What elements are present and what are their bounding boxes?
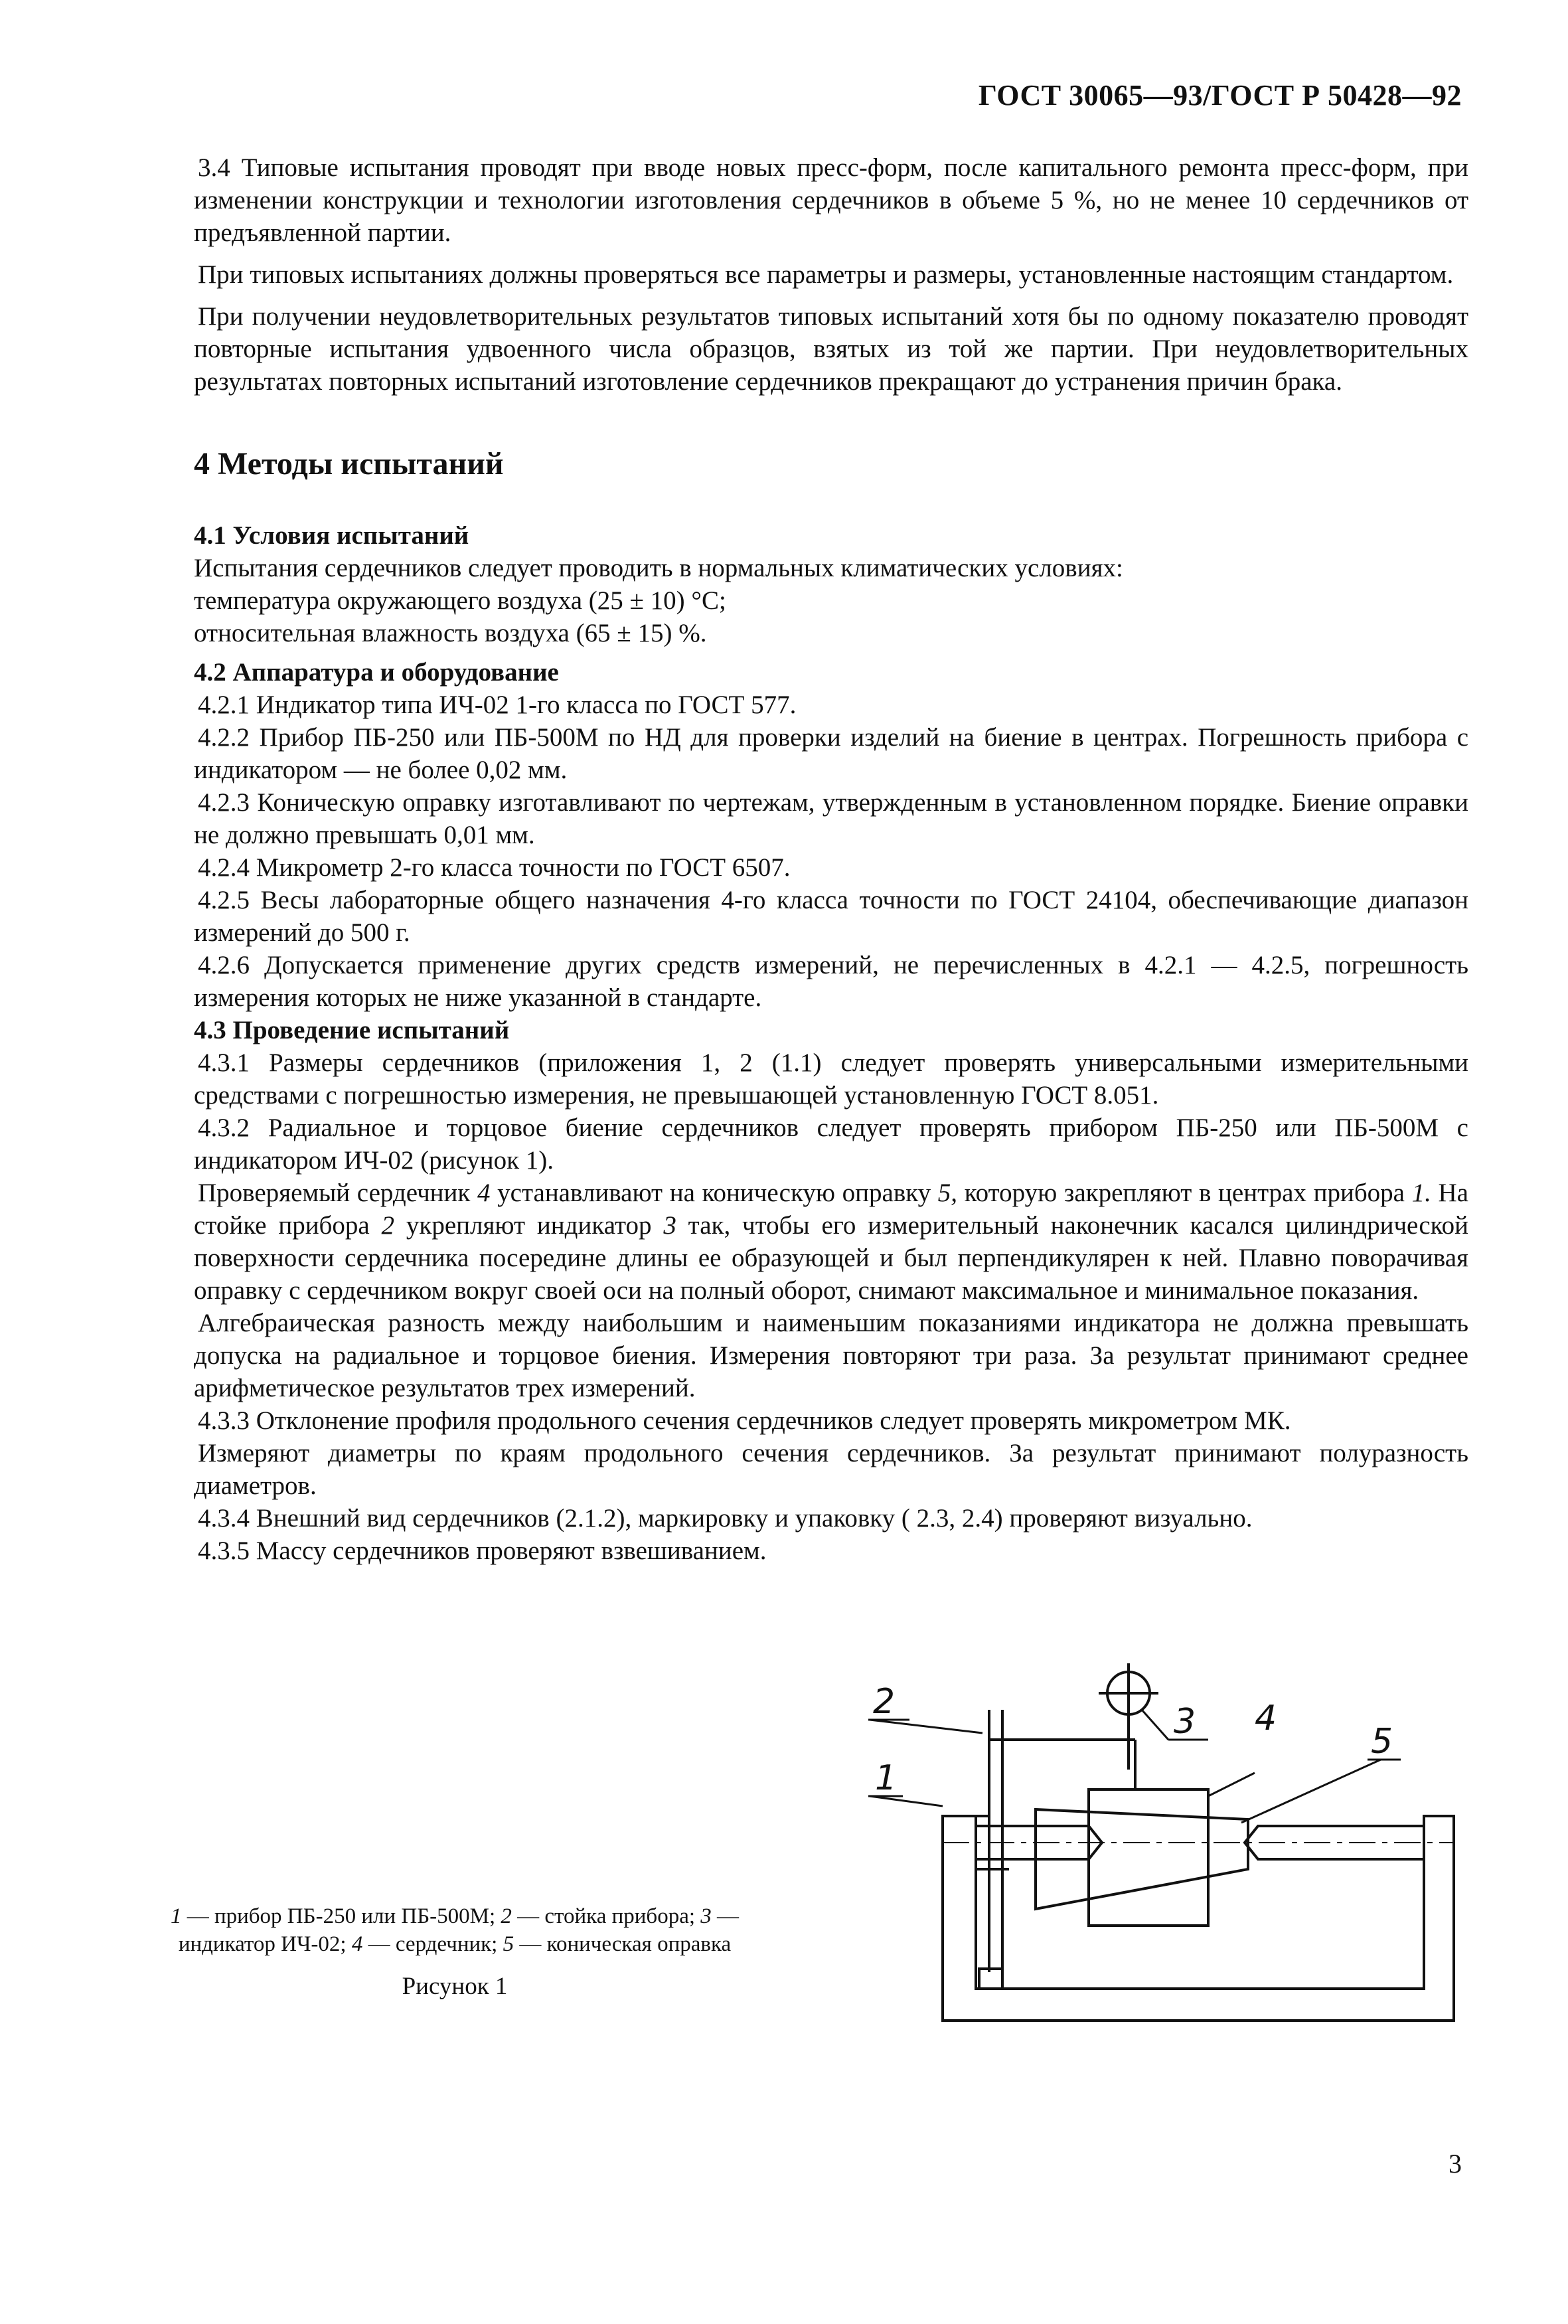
item-4-3-3: 4.3.3 Отклонение профиля продольного сечения сердечников следует проверять микрометром МК. bbox=[198, 1406, 1291, 1435]
item-4-3-1: 4.3.1 Размеры сердечников (приложения 1, 2 (1.1) следует проверять универсальными измерительными средствами с погрешностью измерения, не превышающей установленную ГОСТ 8.051. bbox=[194, 1048, 1468, 1110]
item-4-3-4: 4.3.4 Внешний вид сердечников (2.1.2), маркировку и упаковку ( 2.3, 2.4) проверяют визуально. bbox=[198, 1504, 1253, 1533]
subsection-4-1-title: 4.1 Условия испытаний bbox=[194, 521, 469, 550]
core bbox=[1089, 1789, 1208, 1926]
paragraph-typical-tests: При типовых испытаниях должны проверяться все параметры и размеры, установленные настоящим стандартом. bbox=[198, 260, 1454, 289]
document-header: ГОСТ 30065—93/ГОСТ Р 50428—92 bbox=[978, 79, 1462, 112]
leader-4 bbox=[1208, 1773, 1255, 1796]
device-stand bbox=[989, 1710, 1002, 1972]
paragraph-algebraic-difference: Алгебраическая разность между наибольшим и наименьшим показаниями индикатора не должна превышать допуска на радиальное и торцовое биения. Измерения повторяют три раза. За результат принимают среднее арифметическое результатов трех измерений. bbox=[194, 1309, 1468, 1402]
figure-caption: 1 — прибор ПБ-250 или ПБ-500М; 2 — стойка прибора; 3 — индикатор ИЧ-02; 4 — сердечник; 5 — коническая оправка bbox=[170, 1904, 740, 1956]
device-base bbox=[943, 1816, 1454, 2021]
paragraph-3-4: 3.4 Типовые испытания проводят при вводе новых пресс-форм, после капитального ремонта пресс-форм, при изменении конструкции и технологии изготовления сердечников в объеме 5 %, но не менее 10 сердечников от предъявленной партии. bbox=[194, 153, 1468, 247]
item-4-2-1: 4.2.1 Индикатор типа ИЧ-02 1-го класса по ГОСТ 577. bbox=[198, 691, 797, 719]
label-1: 1 bbox=[875, 1758, 898, 1798]
stand-foot bbox=[979, 1969, 1002, 1989]
subsection-4-3-title: 4.3 Проведение испытаний bbox=[194, 1016, 510, 1044]
subsection-4-2-title: 4.2 Аппаратура и оборудование bbox=[194, 658, 559, 687]
label-2: 2 bbox=[873, 1682, 896, 1722]
item-4-2-3: 4.2.3 Коническую оправку изготавливают по чертежам, утвержденным в установленном порядке. Биение оправки не должно превышать 0,01 мм. bbox=[194, 788, 1468, 849]
paragraph-diameters: Измеряют диаметры по краям продольного сечения сердечников. За результат принимают полуразность диаметров. bbox=[194, 1439, 1468, 1500]
label-3: 3 bbox=[1174, 1702, 1196, 1742]
figure-title: Рисунок 1 bbox=[402, 1973, 508, 2000]
item-4-2-2: 4.2.2 Прибор ПБ-250 или ПБ-500М по НД для проверки изделий на биение в центрах. Погрешность прибора с индикатором — не более 0,02 мм. bbox=[194, 723, 1468, 784]
item-4-2-6: 4.2.6 Допускается применение других средств измерений, не перечисленных в 4.2.1 — 4.2.5, погрешность измерения которых не ниже указанной в стандарте. bbox=[194, 951, 1468, 1012]
leader-2 bbox=[870, 1720, 982, 1733]
label-4: 4 bbox=[1255, 1699, 1277, 1738]
section-title: 4 Методы испытаний bbox=[194, 446, 504, 481]
paragraph-procedure: Проверяемый сердечник 4 устанавливают на коническую оправку 5, которую закрепляют в центрах прибора 1. На стойке прибора 2 укрепляют индикатор 3 так, чтобы его измерительный наконечник касался цилиндрической поверхности сердечника посередине длины ее образующей и был перпендикулярен к ней. Плавно поворачивая оправку с сердечником вокруг своей оси на полный оборот, снимают максимальное и минимальное показания. bbox=[194, 1179, 1468, 1305]
leader-5 bbox=[1241, 1760, 1381, 1823]
item-4-2-4: 4.2.4 Микрометр 2-го класса точности по ГОСТ 6507. bbox=[198, 853, 791, 882]
s41-line-1: Испытания сердечников следует проводить в нормальных климатических условиях: bbox=[194, 554, 1123, 582]
item-4-3-5: 4.3.5 Массу сердечников проверяют взвешиванием. bbox=[198, 1536, 767, 1565]
indicator-crosshair bbox=[1099, 1663, 1158, 1723]
leader-3 bbox=[1142, 1710, 1168, 1740]
paragraph-repeat-tests: При получении неудовлетворительных результатов типовых испытаний хотя бы по одному показателю проводят повторные испытания удвоенного числа образцов, взятых из той же партии. При неудовлетворительных результатах повторных испытаний изготовление сердечников прекращают до устранения причин брака. bbox=[194, 302, 1468, 396]
s41-line-3: относительная влажность воздуха (65 ± 15) %. bbox=[194, 619, 707, 647]
item-4-2-5: 4.2.5 Весы лабораторные общего назначения 4-го класса точности по ГОСТ 24104, обеспечивающие диапазон измерений до 500 г. bbox=[194, 886, 1468, 947]
label-5: 5 bbox=[1371, 1722, 1393, 1762]
page-number: 3 bbox=[1449, 2149, 1462, 2179]
s41-line-2: температура окружающего воздуха (25 ± 10) °С; bbox=[194, 586, 726, 615]
item-4-3-2: 4.3.2 Радиальное и торцовое биение сердечников следует проверять прибором ПБ-250 или ПБ-500М с индикатором ИЧ-02 (рисунок 1). bbox=[194, 1114, 1468, 1175]
